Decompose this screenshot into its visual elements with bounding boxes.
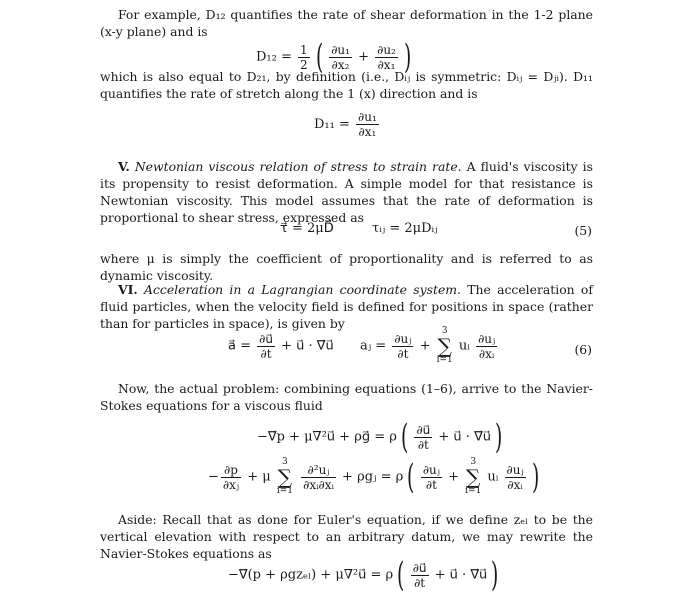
equation-d12: D₁₂ = $\frac{1}{2}$ ( $\frac{\text{∂u₁}}{\text{∂x₂}}$ + $\frac{\text{∂u₂}}{\text{∂x₁}}$ ) (256, 37, 412, 77)
equation-acceleration: a⃗ = $\frac{\partial u⃗}{\partial t}$ + u⃗ · ∇⃗u⃗ aⱼ = $\frac{\text{∂uⱼ}}{\partial t}$ + 3 ∑ i=1 uᵢ $\frac{\text{∂uⱼ}}{\text{∂xᵢ}}$ (228, 326, 496, 365)
equation-navier-stokes-vector: −∇⃗p + μ∇²u⃗ + ρg⃗ = ρ ( $\frac{\partial u⃗}{\partial t}$ + u⃗ · ∇⃗u⃗ ) (257, 417, 503, 457)
equation-d11: D₁₁ = $\frac{\text{∂u₁}}{\text{∂x₁}}$ (314, 110, 377, 139)
paragraph-dynamic-viscosity: where μ is simply the coefficient of proportionality and is referred to as dynamic viscosity. (100, 251, 593, 283)
equation-number-6: (6) (574, 342, 592, 357)
section-v-paragraph: V. Newtonian viscous relation of stress to strain rate. A fluid's viscosity is its propensity to resist deformation. A simple model for that resistance is Newtonian viscosity. This model assumes that the rate of deformation is proportional to shear stress, expressed as (100, 159, 593, 225)
equation-newtonian: τ⃗ = 2μD⃗ τᵢⱼ = 2μDᵢⱼ (280, 221, 438, 236)
paragraph-d11-intro: which is also equal to D₂₁, by definition (i.e., Dᵢⱼ is symmetric: Dᵢⱼ = Dⱼᵢ). D₁₁ quantifies the rate of stretch along the 1 (x) direction and is (100, 69, 593, 101)
equation-navier-stokes-index: − $\frac{\partial p}{\text{∂xⱼ}}$ + μ 3 ∑ i=1 $\frac{\text{∂²uⱼ}}{\text{∂xᵢ∂xᵢ}}$ + ρgⱼ = ρ ( $\frac{\text{∂uⱼ}}{\partial t}$ + 3 ∑ i=1 uᵢ $\frac{\text{∂uⱼ}}{\text{∂xᵢ}}$ ) (208, 457, 540, 497)
equation-navier-stokes-elevation: −∇⃗(p + ρgzₑₗ) + μ∇²u⃗ = ρ ( $\frac{\partial u⃗}{\partial t}$ + u⃗ · ∇⃗u⃗ ) (228, 555, 499, 595)
paragraph-navier-stokes-intro: Now, the actual problem: combining equations (1–6), arrive to the Navier-Stokes equations for a viscous fluid (100, 381, 593, 413)
section-vi-paragraph: VI. Acceleration in a Lagrangian coordinate system. The acceleration of fluid particles, when the velocity field is defined for positions in space (rather than for particles in space), is given by (100, 282, 593, 331)
paragraph-aside: Aside: Recall that as done for Euler's equation, if we define zₑₗ to be the vertical elevation with respect to an arbitrary datum, we may rewrite the Navier-Stokes equations as (100, 512, 593, 561)
paragraph-d12-intro: For example, D₁₂ quantifies the rate of shear deformation in the 1-2 plane (x-y plane) and is (100, 7, 593, 39)
equation-number-5: (5) (574, 223, 592, 238)
